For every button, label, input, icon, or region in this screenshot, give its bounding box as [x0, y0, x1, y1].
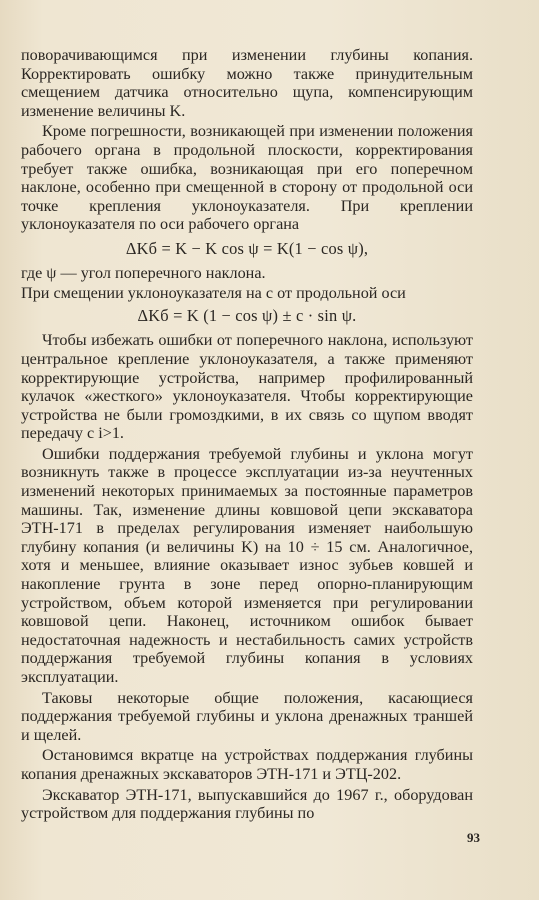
paragraph: Чтобы избежать ошибки от поперечного наклона, используют центральное крепление уклоноуказателя, а также применяют корректирующие устройства, например профилированный кулачок «жесткого» уклоноуказателя. Чтобы корректирующие устройства не были громоздкими, в их связь со щупом вводят передачу с i>1.: [21, 331, 473, 443]
page-body-text: [21, 46, 473, 823]
paragraph: При смещении уклоноуказателя на c от продольной оси: [21, 284, 406, 303]
paragraph: поворачивающимся при изменении глубины копания. Корректировать ошибку можно также принудительным смещением датчика относительно щупа, компенсирующим изменение величины K.: [21, 46, 473, 120]
formula: ΔKб = K − K cos ψ = K(1 − cos ψ),: [125, 238, 369, 258]
page-number: 93: [467, 830, 480, 845]
paragraph: Остановимся вкратце на устройствах поддержания глубины копания дренажных экскаваторов ЭТН-171 и ЭТЦ-202.: [21, 746, 473, 783]
paragraph: Таковы некоторые общие положения, касающиеся поддержания требуемой глубины и уклона дренажных траншей и щелей.: [21, 688, 473, 744]
paragraph: Экскаватор ЭТН-171, выпускавшийся до 1967 г., оборудован устройством для поддержания глубины по: [21, 785, 473, 823]
paragraph: где ψ — угол поперечного наклона.: [21, 263, 266, 282]
formula: ΔKб = K (1 − cos ψ) ± c · sin ψ.: [137, 305, 357, 325]
paragraph: Кроме погрешности, возникающей при изменении положения рабочего органа в продольной плоскости, корректирования требует также ошибка, возникающая при его поперечном наклоне, особенно при смещенной в сторону от продольной оси точке крепления уклоноуказателя. При креплении уклоноуказателя по оси рабочего органа: [21, 122, 473, 234]
paragraph: Ошибки поддержания требуемой глубины и уклона могут возникнуть также в процессе эксплуатации из-за неучтенных изменений некоторых принимаемых за постоянные параметров машины. Так, изменение длины ковшовой цепи экскаватора ЭТН-171 в пределах регулирования изменяет наибольшую глубину копания (и величины K) на 10 ÷ 15 см. Аналогичное, хотя и меньшее, влияние оказывает износ зубьев ковшей и накопление грунта в зоне перед опорно-планирующим устройством, объем которой изменяется при регулировании ковшовой цепи. Наконец, источником ошибок бывает недостаточная надежность и нестабильность самих устройств поддержания требуемой глубины копания в условиях эксплуатации.: [21, 444, 473, 686]
